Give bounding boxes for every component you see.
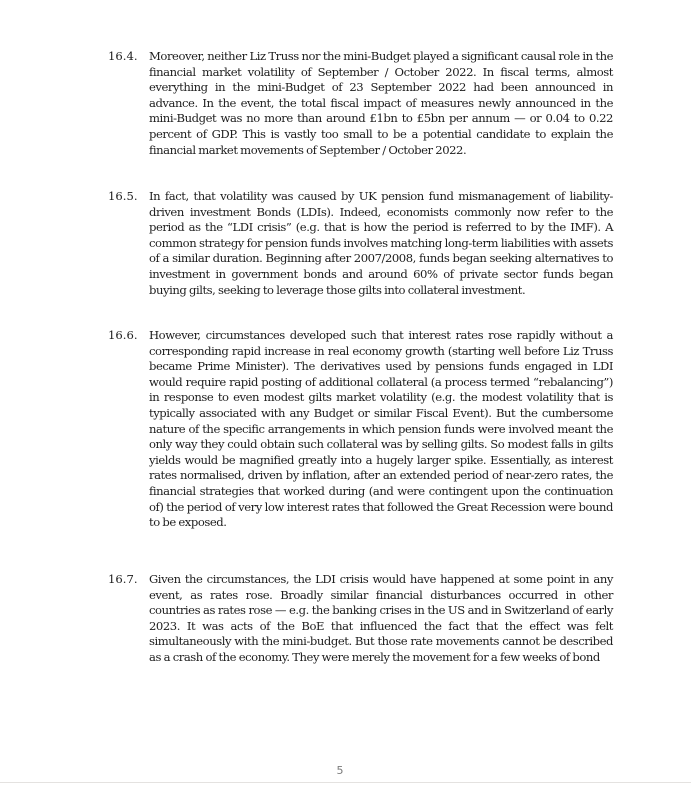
paragraph-16-4 [108,49,613,158]
paragraph-text: Given the circumstances, the LDI crisis would have happened at some point in any event, as rates rose. Broadly similar financial disturbances occurred in other countries as rates rose — e.g. the banking crises in the US and in Switzerland of early 2023. It was acts of the BoE that influenced the fact that the effect was felt simultaneously with the mini-budget. But those rate movements cannot be described as a crash of the economy. They were merely the movement for a few weeks of bond [149,572,613,664]
paragraph-number: 16.5. [108,189,138,203]
paragraph-number: 16.6. [108,328,138,342]
paragraph-number: 16.7. [108,572,138,586]
paragraph-text: However, circumstances developed such that interest rates rose rapidly without a corresponding rapid increase in real economy growth (starting well before Liz Truss became Prime Minister). The derivatives used by pensions funds engaged in LDI would require rapid posting of additional collateral (a process termed “rebalancing”) in response to even modest gilts market volatility (e.g. the modest volatility that is typically associated with any Budget or similar Fiscal Event). But the cumbersome nature of the specific arrangements in which pension funds were involved meant the only way they could obtain such collateral was by selling gilts. So modest falls in gilts yields would be magnified greatly into a hugely larger spike. Essentially, as interest rates normalised, driven by inflation, after an extended period of near-zero rates, the financial strategies that worked during (and were contingent upon the continuation of) the period of very low interest rates that followed the Great Recession were bound to be exposed. [149,328,613,530]
paragraph-16-7 [108,572,613,666]
paragraph-text: In fact, that volatility was caused by UK pension fund mismanagement of liability-driven investment Bonds (LDIs). Indeed, economists commonly now refer to the period as the “LDI crisis” (e.g. that is how the period is referred to by the IMF). A common strategy for pension funds involves matching long-term liabilities with assets of a similar duration. Beginning after 2007/2008, funds began seeking alternatives to investment in government bonds and around 60% of private sector funds began buying gilts, seeking to leverage those gilts into collateral investment. [149,189,613,297]
page-bottom-edge [0,782,691,783]
page-number: 5 [336,764,344,777]
paragraph-16-5 [108,189,613,298]
paragraph-16-6 [108,328,613,531]
paragraph-text: Moreover, neither Liz Truss nor the mini-Budget played a significant causal role in the financial market volatility of September / October 2022. In fiscal terms, almost everything in the mini-Budget of 23 September 2022 had been announced in advance. In the event, the total fiscal impact of measures newly announced in the mini-Budget was no more than around £1bn to £5bn per annum — or 0.04 to 0.22 percent of GDP. This is vastly too small to be a potential candidate to explain the financial market movements of September / October 2022. [149,49,613,157]
paragraph-number: 16.4. [108,49,138,63]
